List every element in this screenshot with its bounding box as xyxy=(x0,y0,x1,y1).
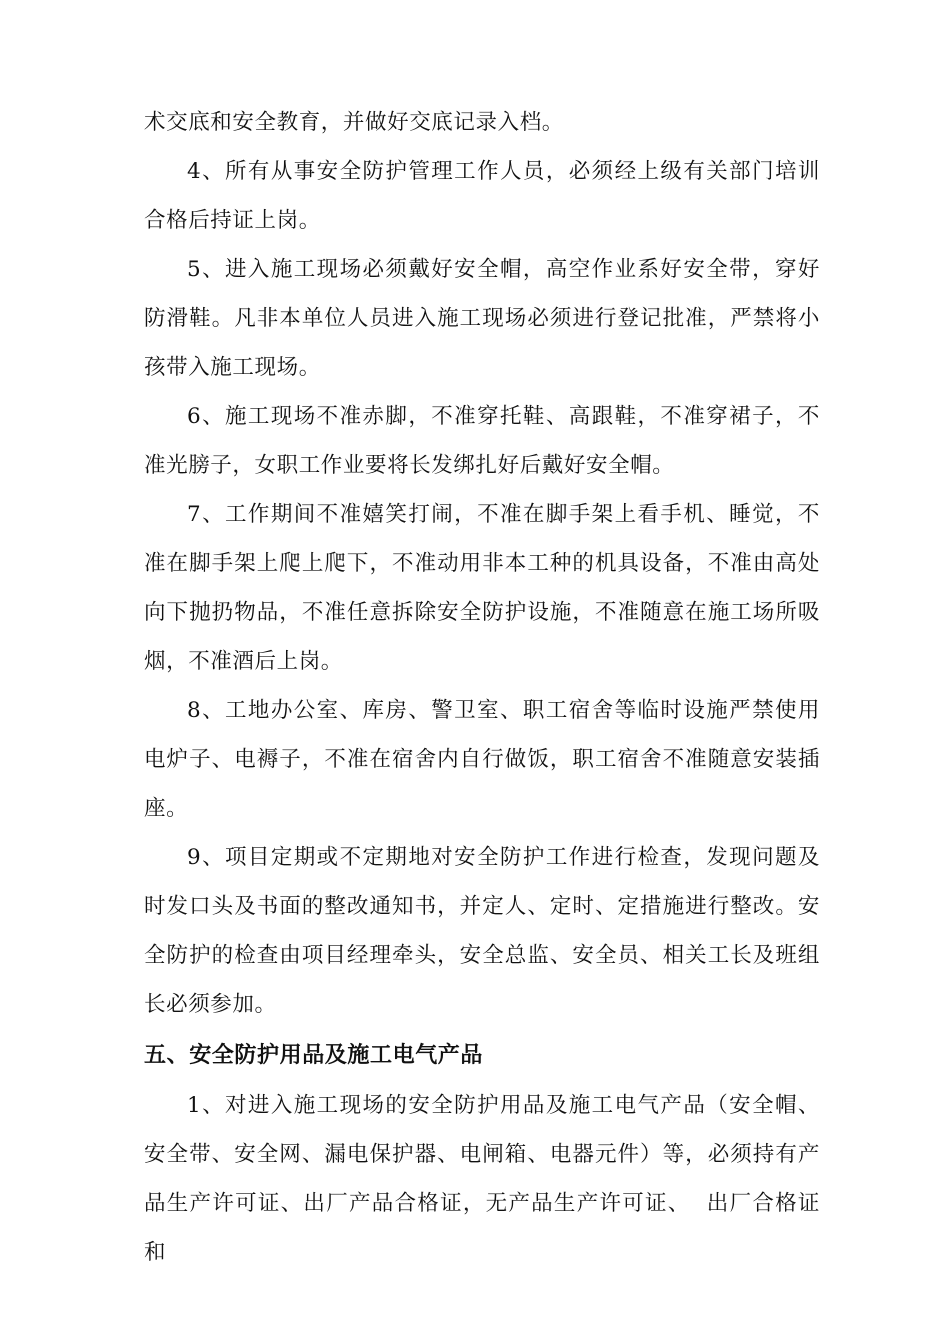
paragraph-item-4: 4、所有从事安全防护管理工作人员，必须经上级有关部门培训合格后持证上岗。 xyxy=(144,159,820,233)
section-paragraph-item-1: 1、对进入施工现场的安全防护用品及施工电气产品（安全帽、安全带、安全网、漏电保护器、电闸箱、电器元件）等，必须持有产品生产许可证、出厂产品合格证，无产品生产许可证、 出厂合格证和 xyxy=(144,1093,820,1265)
paragraph-continuation: 术交底和安全教育，并做好交底记录入档。 xyxy=(144,110,564,135)
paragraph-item-6: 6、施工现场不准赤脚，不准穿托鞋、高跟鞋，不准穿裙子，不准光膀子，女职工作业要将长发绑扎好后戴好安全帽。 xyxy=(144,404,820,478)
paragraph-item-5: 5、进入施工现场必须戴好安全帽，高空作业系好安全带，穿好防滑鞋。凡非本单位人员进入施工现场必须进行登记批准，严禁将小孩带入施工现场。 xyxy=(144,257,820,380)
body-text xyxy=(144,98,820,1277)
section-heading: 五、安全防护用品及施工电气产品 xyxy=(144,1042,484,1068)
paragraph-item-7: 7、工作期间不准嬉笑打闹，不准在脚手架上看手机、睡觉，不准在脚手架上爬上爬下，不准动用非本工种的机具设备，不准由高处向下抛扔物品，不准任意拆除安全防护设施，不准随意在施工场所吸烟，不准酒后上岗。 xyxy=(144,502,820,674)
paragraph-item-8: 8、工地办公室、库房、警卫室、职工宿舍等临时设施严禁使用电炉子、电褥子，不准在宿舍内自行做饭，职工宿舍不准随意安装插座。 xyxy=(144,698,820,821)
paragraph-item-9: 9、项目定期或不定期地对安全防护工作进行检查，发现问题及时发口头及书面的整改通知书，并定人、定时、定措施进行整改。安全防护的检查由项目经理牵头，安全总监、安全员、相关工长及班组长必须参加。 xyxy=(144,845,820,1017)
